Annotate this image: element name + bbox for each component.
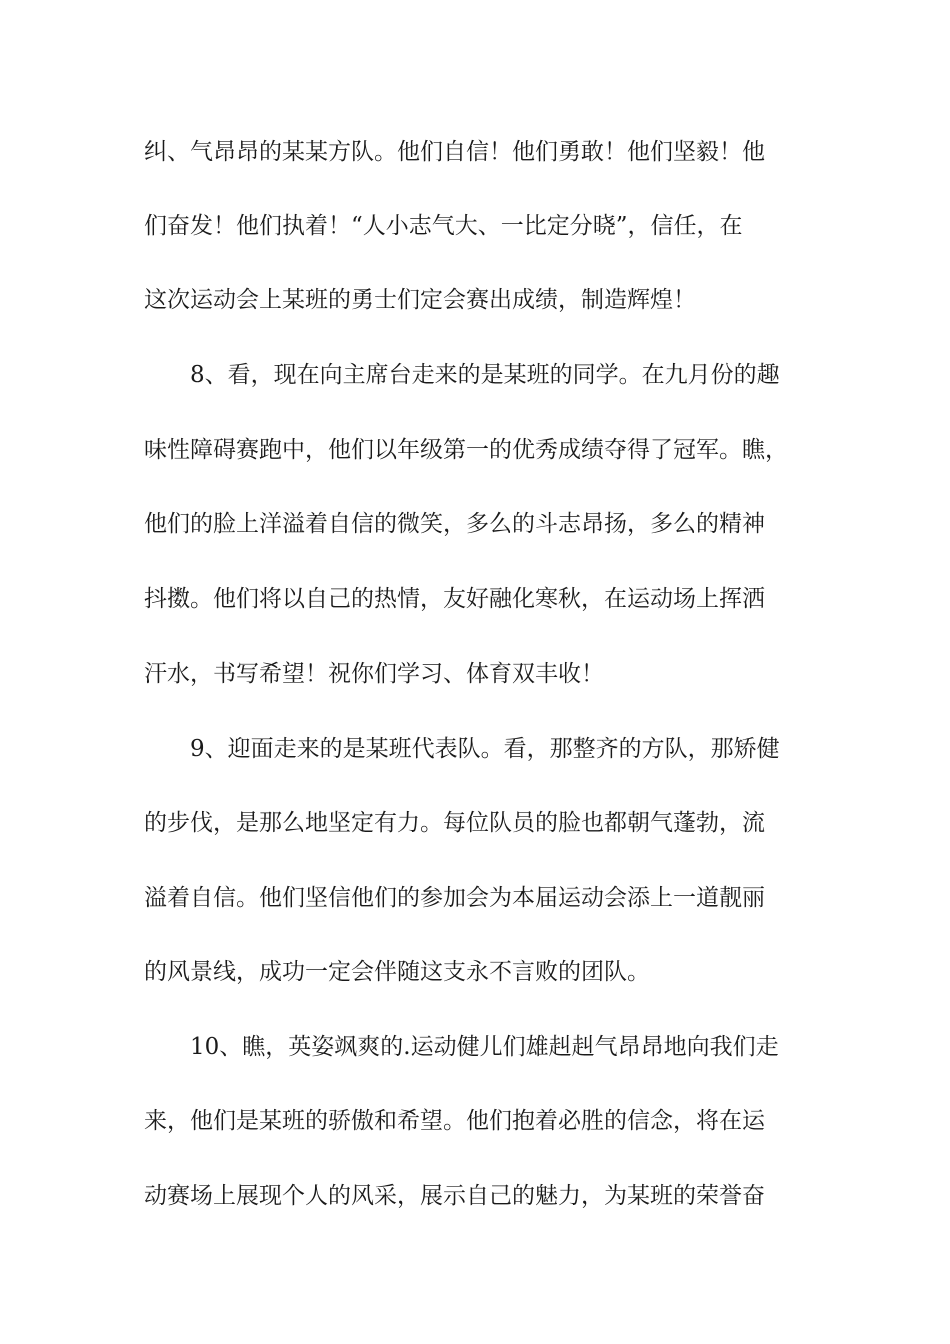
paragraph-line: 们奋发！他们执着！“人小志气大、一比定分晓”，信任，在	[144, 213, 743, 239]
paragraph-line: 味性障碍赛跑中，他们以年级第一的优秀成绩夺得了冠军。瞧，	[144, 437, 788, 463]
paragraph-line: 这次运动会上某班的勇士们定会赛出成绩，制造辉煌！	[144, 287, 696, 313]
paragraph-line: 的风景线，成功一定会伴随这支永不言败的团队。	[144, 959, 650, 985]
paragraph-10-line: 10、瞧，英姿飒爽的.运动健儿们雄赳赳气昂昂地向我们走	[190, 1034, 779, 1060]
paragraph-line: 他们的脸上洋溢着自信的微笑，多么的斗志昂扬，多么的精神	[144, 511, 765, 537]
paragraph-line: 抖擞。他们将以自己的热情，友好融化寒秋，在运动场上挥洒	[144, 586, 765, 612]
paragraph-line: 纠、气昂昂的某某方队。他们自信！他们勇敢！他们坚毅！他	[144, 139, 765, 165]
paragraph-line: 汗水，书写希望！祝你们学习、体育双丰收！	[144, 661, 604, 687]
paragraph-line: 的步伐，是那么地坚定有力。每位队员的脸也都朝气蓬勃，流	[144, 810, 765, 836]
paragraph-line: 动赛场上展现个人的风采，展示自己的魅力，为某班的荣誉奋	[144, 1183, 765, 1209]
paragraph-8-line: 8、看，现在向主席台走来的是某班的同学。在九月份的趣	[190, 362, 780, 388]
paragraph-9-line: 9、迎面走来的是某班代表队。看，那整齐的方队，那矫健	[190, 736, 780, 762]
paragraph-line: 溢着自信。他们坚信他们的参加会为本届运动会添上一道靓丽	[144, 885, 765, 911]
paragraph-line: 来，他们是某班的骄傲和希望。他们抱着必胜的信念，将在运	[144, 1108, 765, 1134]
